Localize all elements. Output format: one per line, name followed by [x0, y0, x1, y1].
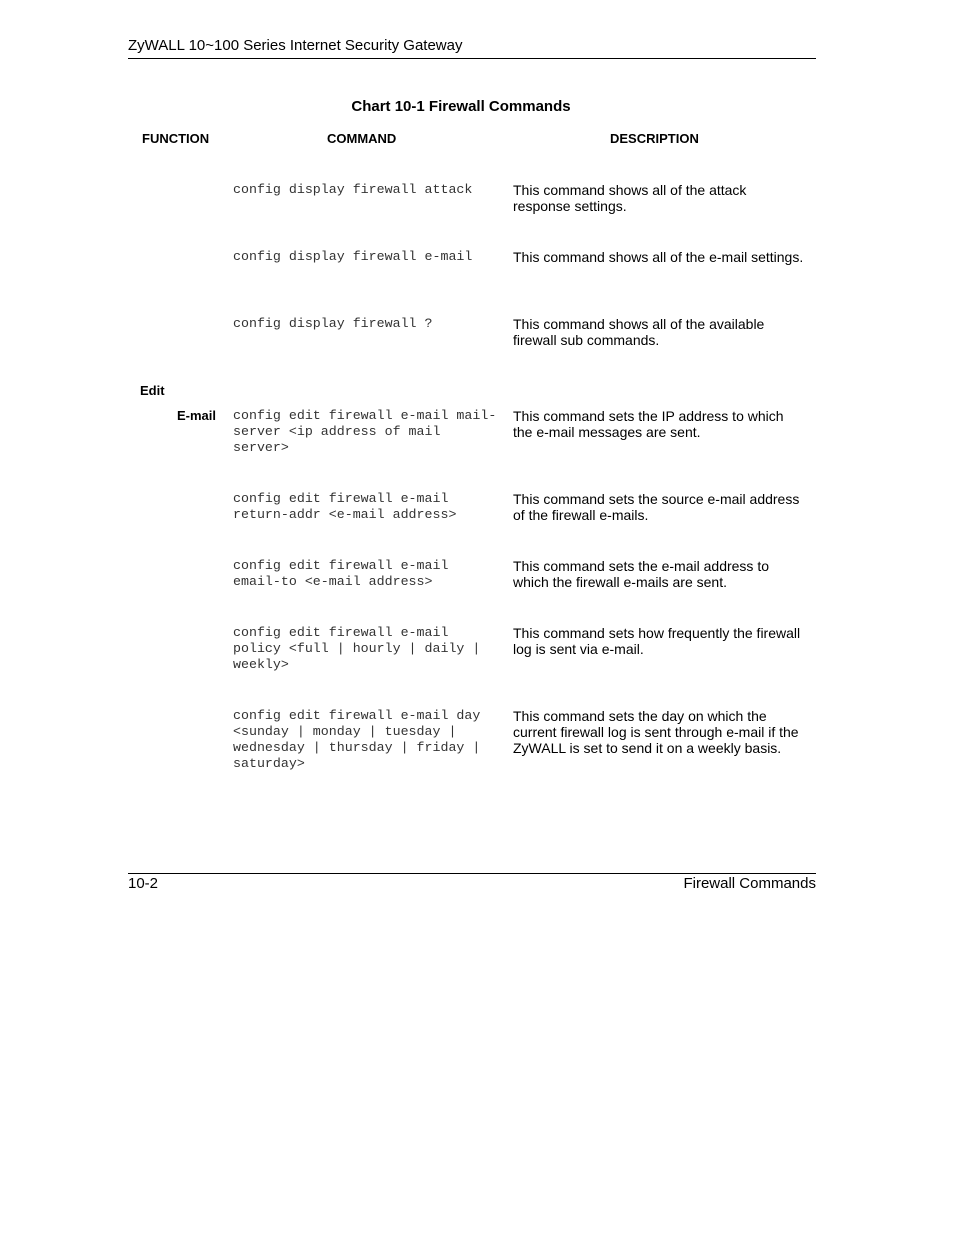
command-text: config edit firewall e-mail email-to <e-mail address> [233, 558, 457, 589]
command-text: config edit firewall e-mail policy <full | hourly | daily | weekly> [233, 625, 489, 672]
section-label-edit: Edit [140, 383, 165, 398]
description-text: This command sets the day on which the current firewall log is sent through e-mail if the ZyWALL is set to send it on a weekly basis. [513, 708, 799, 756]
command-text: config display firewall ? [233, 316, 433, 331]
page-header: ZyWALL 10~100 Series Internet Security Gateway [128, 37, 463, 54]
command-text: config edit firewall e-mail return-addr <e-mail address> [233, 491, 457, 522]
chart-title: Chart 10-1 Firewall Commands [351, 98, 571, 115]
command-text: config edit firewall e-mail day <sunday | monday | tuesday | wednesday | thursday | friday | saturday> [233, 708, 489, 771]
description-text: This command shows all of the e-mail settings. [513, 249, 804, 265]
command-text: config edit firewall e-mail mail-server <ip address of mail server> [233, 408, 497, 455]
command-text: config display firewall attack [233, 182, 473, 197]
function-label: E-mail [176, 408, 216, 423]
column-header-function: FUNCTION [142, 131, 210, 146]
footer-section-title: Firewall Commands [683, 875, 816, 892]
column-header-command: COMMAND [327, 131, 397, 146]
description-text: This command shows all of the available firewall sub commands. [513, 316, 765, 348]
header-rule [128, 58, 816, 59]
description-text: This command sets how frequently the firewall log is sent via e-mail. [513, 625, 801, 657]
description-text: This command sets the IP address to which the e-mail messages are sent. [513, 408, 784, 440]
column-header-description: DESCRIPTION [610, 131, 699, 146]
footer-rule [128, 873, 816, 874]
description-text: This command sets the source e-mail address of the firewall e-mails. [513, 491, 800, 523]
command-text: config display firewall e-mail [233, 249, 473, 264]
description-text: This command shows all of the attack response settings. [513, 182, 747, 214]
page-number: 10-2 [128, 875, 159, 892]
description-text: This command sets the e-mail address to which the firewall e-mails are sent. [513, 558, 769, 590]
